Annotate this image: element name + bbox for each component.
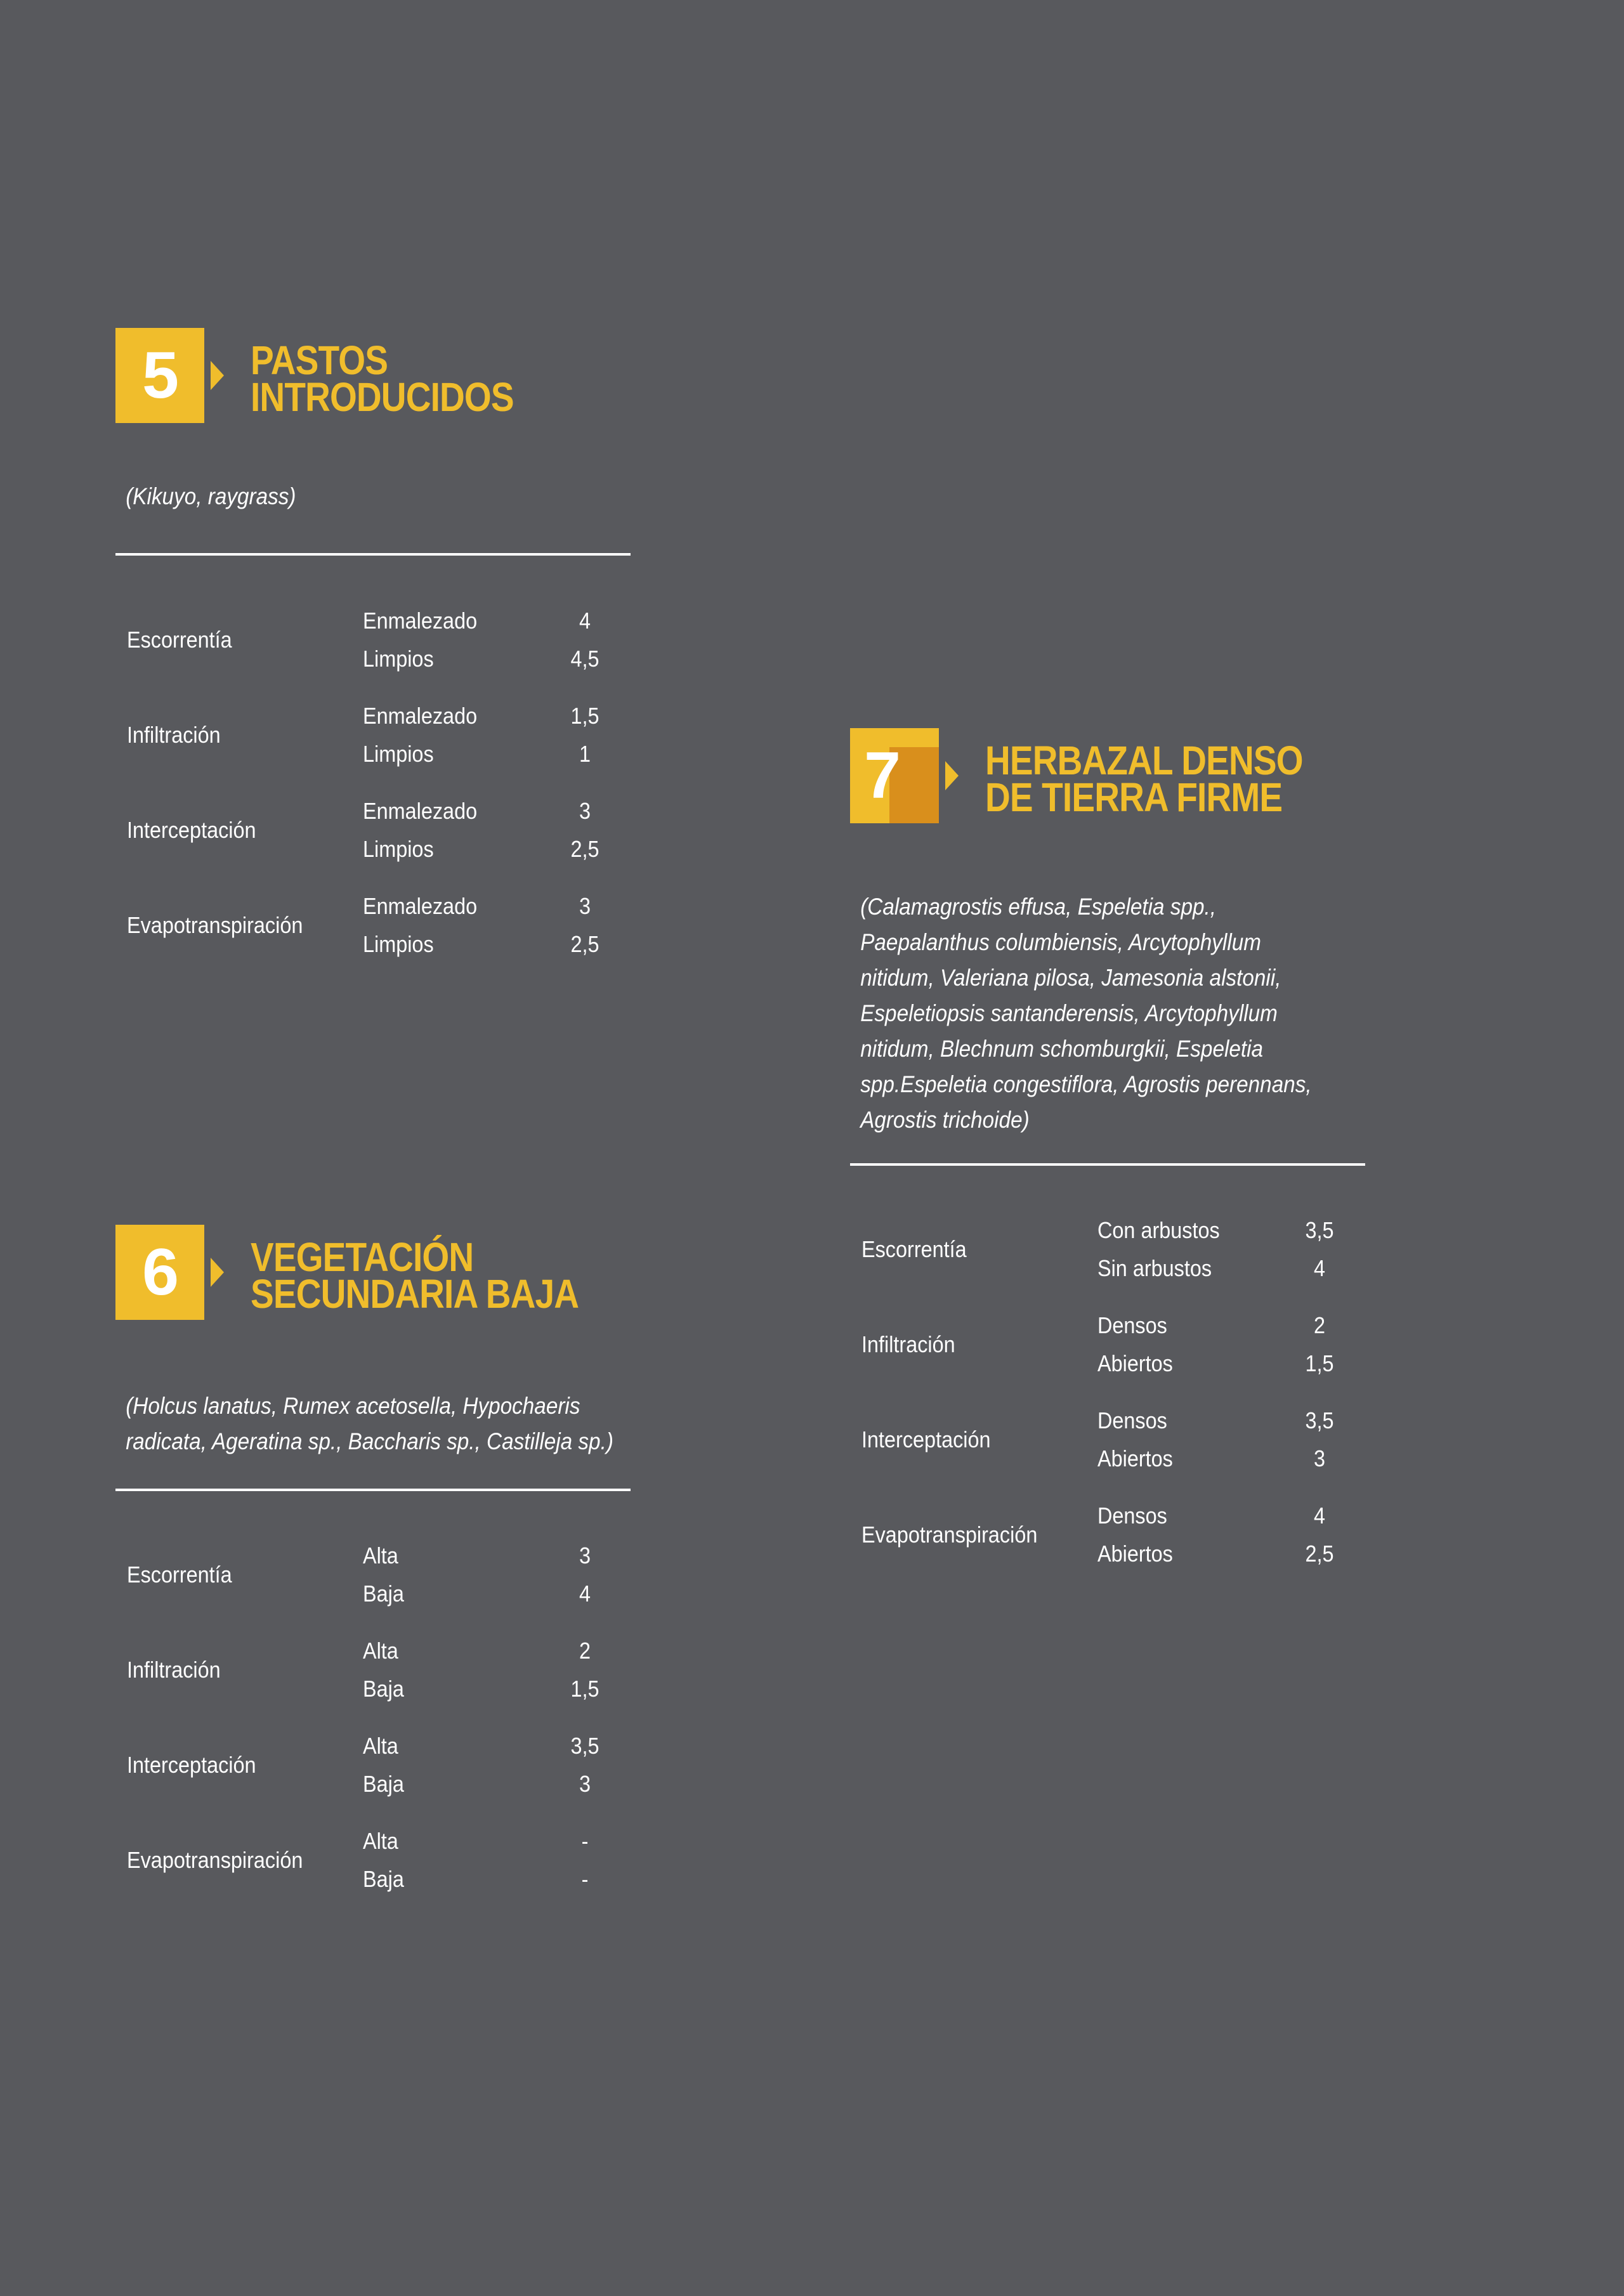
section-header [850,728,1365,823]
table-row-group [115,602,631,697]
value-cell: 4 [579,608,591,634]
parameter-name: Interceptación [861,1426,991,1452]
species-line: nitidum, Blechnum schomburgkii, Espeletia [860,1036,1264,1062]
section-title [251,1234,579,1317]
condition-label: Alta [363,1638,398,1664]
condition-label: Abiertos [1097,1445,1173,1471]
value-cell: 3 [579,798,591,824]
section-title-line: SECUNDARIA BAJA [251,1271,579,1317]
section-number-badge [850,728,939,823]
condition-label: Enmalezado [363,703,478,729]
table-row [1097,1497,1351,1535]
species-list [115,1388,628,1459]
section-number: 6 [142,1236,178,1309]
condition-label: Baja [363,1676,404,1702]
table-row-group [850,1307,1365,1402]
table-row [1097,1535,1351,1573]
table-row-group [115,887,631,982]
table-row [363,830,617,868]
value-cell: 1 [579,741,591,767]
table-row [1097,1440,1351,1478]
species-line: (Kikuyo, raygrass) [126,483,296,509]
condition-label: Enmalezado [363,798,478,824]
value-cell: 4 [1313,1503,1326,1529]
table-row [363,640,617,678]
parameter-name: Interceptación [127,817,256,843]
table-row-group [115,1632,631,1727]
species-line: Agrostis trichoide) [860,1107,1030,1133]
table-row [1097,1402,1351,1440]
condition-label: Densos [1097,1407,1167,1433]
value-cell: 1,5 [1305,1350,1334,1376]
species-list [115,479,628,514]
species-line: nitidum, Valeriana pilosa, Jamesonia alstonii, [860,965,1281,991]
parameter-name: Evapotranspiración [127,1847,303,1873]
value-cell: - [581,1828,589,1854]
condition-label: Baja [363,1581,404,1607]
table-row [1097,1345,1351,1383]
value-cell: 4,5 [570,646,599,672]
table-row [1097,1249,1351,1288]
table-row-group [115,1727,631,1822]
table-row-group [850,1211,1365,1307]
parameter-name: Escorrentía [861,1236,967,1262]
divider-rule [115,1489,631,1491]
value-cell: 2,5 [570,836,599,862]
condition-label: Enmalezado [363,608,478,634]
parameter-name: Infiltración [127,1657,221,1683]
value-cell: - [581,1866,589,1892]
section-title-line: DE TIERRA FIRME [985,774,1283,820]
condition-label: Limpios [363,741,434,767]
value-cell: 3 [579,1771,591,1797]
section-title-line: HERBAZAL DENSO [985,738,1303,783]
parameter-name: Infiltración [861,1331,955,1357]
section-vegetacion-secundaria-baja [115,1225,631,1892]
condition-label: Alta [363,1733,398,1759]
species-line: Paepalanthus columbiensis, Arcytophyllum [860,929,1261,955]
condition-label: Limpios [363,646,434,672]
table-row-group [115,1537,631,1632]
value-cell: 1,5 [570,703,599,729]
table-row-group [115,1822,631,1917]
table-row [363,1765,617,1803]
value-cell: 2,5 [570,931,599,957]
section-title-line: INTRODUCIDOS [251,374,514,420]
condition-label: Enmalezado [363,893,478,919]
parameter-table [115,596,631,982]
condition-label: Densos [1097,1503,1167,1529]
table-row [363,1670,617,1708]
condition-label: Abiertos [1097,1541,1173,1567]
parameter-name: Interceptación [127,1752,256,1778]
table-row [363,1860,617,1898]
section-title [251,337,514,420]
table-row [1097,1307,1351,1345]
section-number-badge [115,1225,204,1320]
table-row [363,792,617,830]
condition-label: Limpios [363,931,434,957]
section-title-line: PASTOS [251,337,388,383]
section-title [985,738,1303,820]
condition-label: Baja [363,1866,404,1892]
section-header [115,328,631,423]
table-row [363,1822,617,1860]
divider-rule [115,553,631,556]
table-row [363,1632,617,1670]
value-cell: 3 [579,893,591,919]
condition-label: Baja [363,1771,404,1797]
table-row-group [115,792,631,887]
value-cell: 4 [1313,1255,1326,1281]
value-cell: 3,5 [1305,1407,1334,1433]
condition-label: Limpios [363,836,434,862]
parameter-name: Escorrentía [127,1562,232,1588]
table-row [363,1727,617,1765]
table-row [363,1537,617,1575]
table-row [363,735,617,773]
condition-label: Sin arbustos [1097,1255,1212,1281]
value-cell: 3 [1313,1445,1326,1471]
table-row [363,925,617,963]
section-number-badge [115,328,204,423]
table-row-group [850,1402,1365,1497]
value-cell: 4 [579,1581,591,1607]
condition-label: Con arbustos [1097,1217,1220,1243]
parameter-name: Escorrentía [127,627,232,653]
condition-label: Abiertos [1097,1350,1173,1376]
condition-label: Densos [1097,1312,1167,1338]
species-line: (Holcus lanatus, Rumex acetosella, Hypochaeris [126,1393,580,1419]
table-row-group [850,1497,1365,1592]
condition-label: Alta [363,1543,398,1569]
section-number: 5 [142,339,178,412]
table-row [363,1575,617,1613]
section-number: 7 [864,739,900,812]
value-cell: 2 [1313,1312,1326,1338]
species-list [850,889,1363,1138]
condition-label: Alta [363,1828,398,1854]
value-cell: 3 [579,1543,591,1569]
section-title-line: VEGETACIÓN [251,1234,474,1280]
value-cell: 3,5 [570,1733,599,1759]
table-row [363,887,617,925]
table-row [1097,1211,1351,1249]
table-row [363,602,617,640]
parameter-name: Evapotranspiración [127,912,303,938]
table-row [363,697,617,735]
table-row-group [115,697,631,792]
value-cell: 3,5 [1305,1217,1334,1243]
section-herbazal-denso [850,728,1365,1567]
species-line: spp.Espeletia congestiflora, Agrostis perennans, [860,1071,1312,1097]
value-cell: 1,5 [570,1676,599,1702]
parameter-table [850,1205,1365,1592]
species-line: (Calamagrostis effusa, Espeletia spp., [860,894,1217,920]
parameter-table [115,1530,631,1917]
parameter-name: Infiltración [127,722,221,748]
section-pastos-introducidos [115,328,631,957]
value-cell: 2 [579,1638,591,1664]
value-cell: 2,5 [1305,1541,1334,1567]
parameter-name: Evapotranspiración [861,1522,1038,1548]
species-line: Espeletiopsis santanderensis, Arcytophyllum [860,1000,1278,1026]
species-line: radicata, Ageratina sp., Baccharis sp., Castilleja sp.) [126,1428,613,1454]
section-header [115,1225,631,1320]
divider-rule [850,1163,1365,1166]
